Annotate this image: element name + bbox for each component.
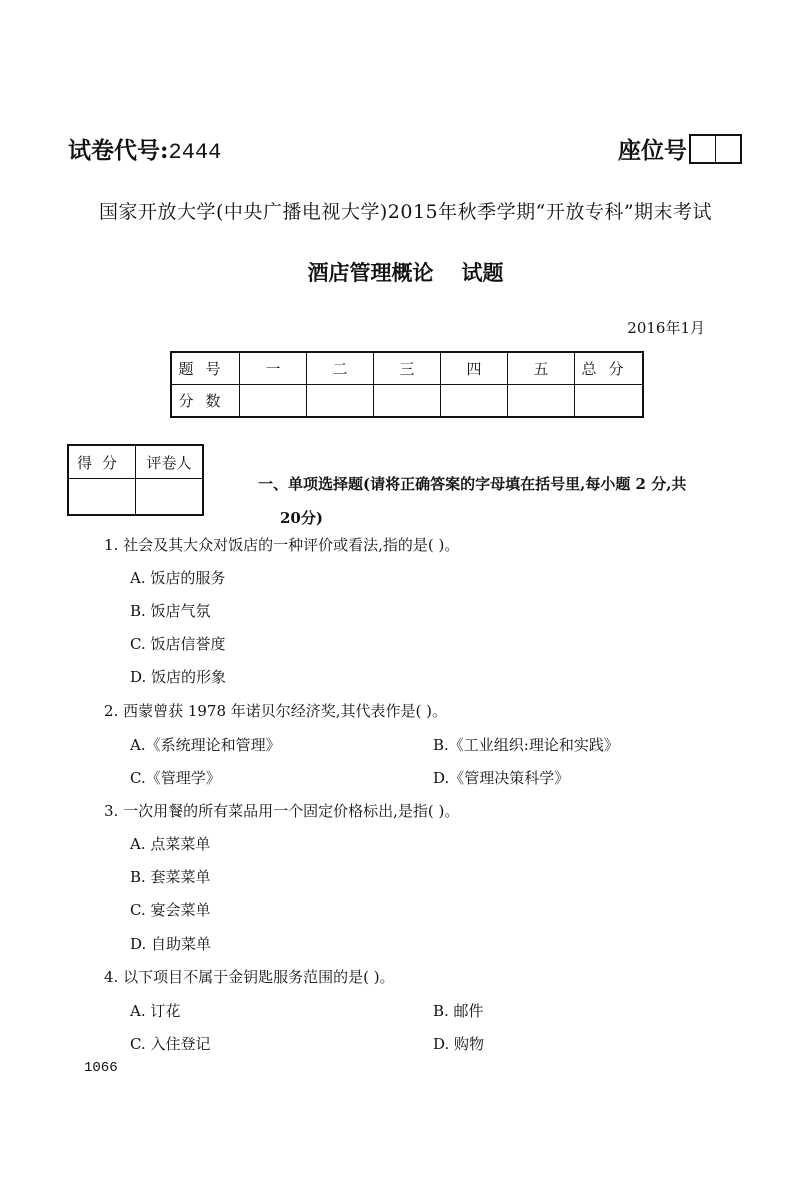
question-option: C. 入住登记	[130, 1035, 211, 1053]
paper-code-number: 2444	[168, 140, 222, 165]
score-cell	[508, 385, 575, 418]
subject-title	[0, 257, 811, 287]
score-table-row-label: 分数	[171, 385, 240, 418]
score-cell	[240, 385, 307, 418]
question-option: B.《工业组织:理论和实践》	[433, 736, 619, 754]
score-table-col-3: 三	[374, 352, 441, 385]
grader-table	[67, 444, 204, 516]
subject-name: 酒店管理概论	[307, 260, 434, 285]
question-option: D. 购物	[433, 1035, 485, 1053]
score-table-col-4: 四	[441, 352, 508, 385]
seat-number	[618, 132, 742, 165]
grader-score-label: 得分	[68, 445, 136, 479]
score-cell	[441, 385, 508, 418]
question-option: A.《系统理论和管理》	[130, 736, 281, 754]
score-table	[170, 351, 644, 418]
exam-title: 国家开放大学(中央广播电视大学)2015年秋季学期“开放专科”期末考试	[98, 201, 713, 223]
question-option: B. 饭店气氛	[130, 602, 211, 620]
section-title	[258, 467, 748, 535]
score-table-col-2: 二	[307, 352, 374, 385]
question-option: C.《管理学》	[130, 769, 221, 787]
subject-suffix: 试题	[461, 260, 504, 285]
seat-label: 座位号	[618, 137, 687, 164]
seat-number-boxes	[689, 134, 742, 164]
paper-code-label: 试卷代号:	[68, 137, 169, 164]
grader-score-cell	[68, 479, 136, 516]
score-table-col-5: 五	[508, 352, 575, 385]
question-stem: 4. 以下项目不属于金钥匙服务范围的是( )。	[104, 968, 395, 986]
question-option: D. 自助菜单	[130, 935, 212, 953]
question-option: D. 饭店的形象	[130, 668, 227, 686]
section-title-line2: 20分)	[280, 509, 323, 527]
score-table-col-1: 一	[240, 352, 307, 385]
question-stem: 1. 社会及其大众对饭店的一种评价或看法,指的是( )。	[104, 536, 460, 554]
page-number: 1066	[84, 1060, 118, 1076]
question-option: B. 套菜菜单	[130, 868, 211, 886]
question-stem: 2. 西蒙曾获 1978 年诺贝尔经济奖,其代表作是( )。	[104, 702, 448, 720]
score-table-total-label: 总分	[575, 352, 644, 385]
score-table-header-label: 题号	[171, 352, 240, 385]
score-cell	[575, 385, 644, 418]
grader-name-cell	[136, 479, 204, 516]
question-option: A. 饭店的服务	[130, 569, 226, 587]
question-stem: 3. 一次用餐的所有菜品用一个固定价格标出,是指( )。	[104, 802, 460, 820]
question-option: C. 宴会菜单	[130, 901, 211, 919]
section-title-line1: 一、单项选择题(请将正确答案的字母填在括号里,每小题 2 分,共	[258, 475, 687, 493]
question-option: C. 饭店信誉度	[130, 635, 226, 653]
grader-name-label: 评卷人	[136, 445, 204, 479]
question-option: B. 邮件	[433, 1002, 484, 1020]
score-cell	[307, 385, 374, 418]
score-cell	[374, 385, 441, 418]
question-option: D.《管理决策科学》	[433, 769, 570, 787]
question-option: A. 订花	[130, 1002, 181, 1020]
exam-date: 2016年1月	[627, 319, 705, 337]
paper-code	[68, 132, 221, 165]
question-option: A. 点菜菜单	[130, 835, 211, 853]
